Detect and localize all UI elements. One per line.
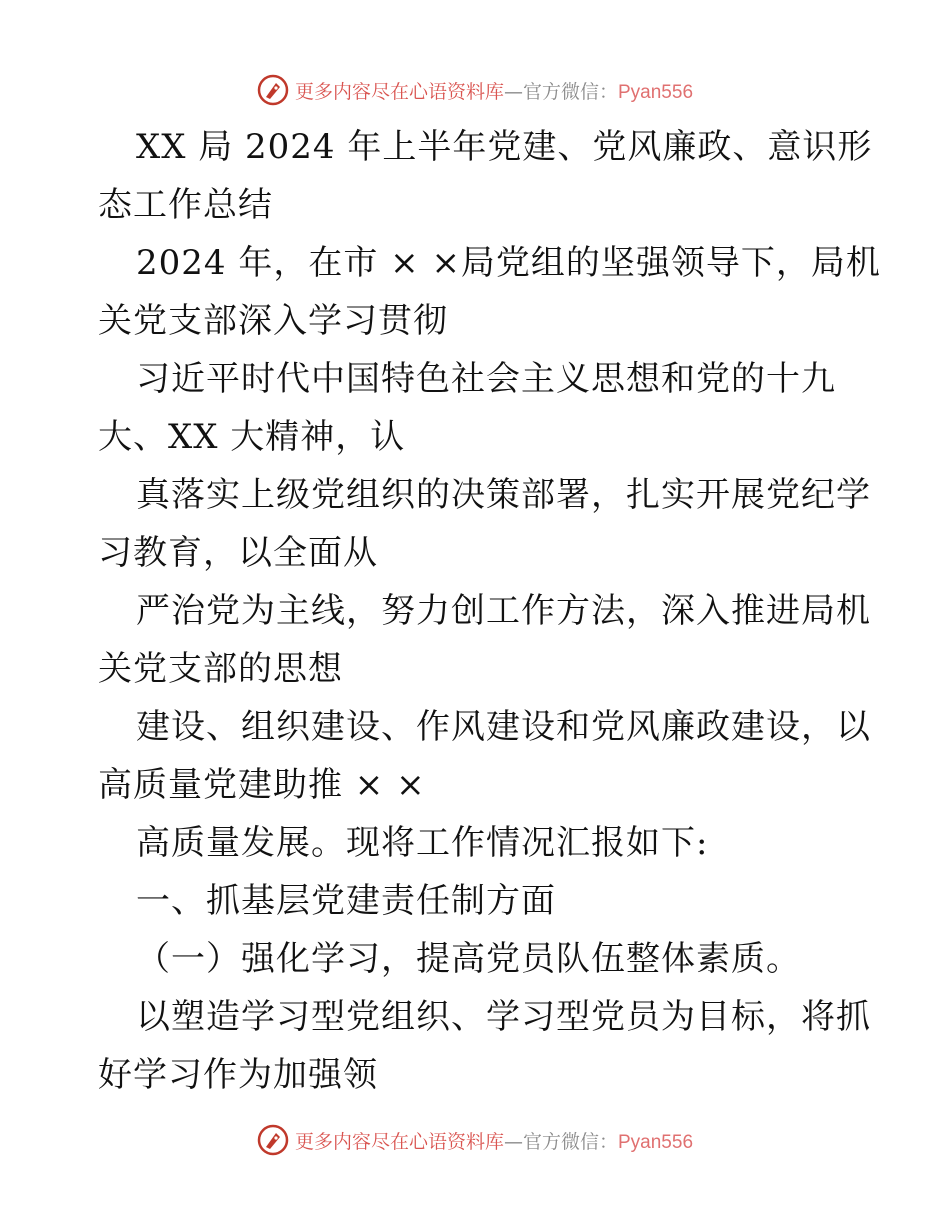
subsection-heading: （一）强化学习，提高党员队伍整体素质。: [136, 939, 801, 979]
pen-nib-logo-icon: [257, 74, 289, 106]
document-body: [98, 118, 881, 1104]
header-watermark-banner: [0, 70, 950, 110]
paragraph-line: 高质量党建助推 × ×: [98, 765, 426, 805]
paragraph-line: 好学习作为加强领: [98, 1055, 378, 1095]
pen-nib-logo-icon: [257, 1124, 289, 1156]
document-title-line-2: 态工作总结: [98, 185, 273, 225]
paragraph-line: 2024 年，在市 × ×局党组的坚强领导下，局机: [136, 243, 881, 283]
section-heading: 一、抓基层党建责任制方面: [136, 881, 556, 921]
paragraph-line: 高质量发展。现将工作情况汇报如下:: [136, 823, 709, 863]
watermark-text: 更多内容尽在心语资料库—官方微信：Pyan556: [294, 1130, 694, 1153]
paragraph-line: 以塑造学习型党组织、学习型党员为目标，将抓: [136, 997, 871, 1037]
paragraph-line: 严治党为主线，努力创工作方法，深入推进局机: [136, 591, 871, 631]
paragraph-line: 大、XX 大精神，认: [98, 417, 406, 457]
footer-watermark-banner: [0, 1120, 950, 1160]
paragraph-line: 习近平时代中国特色社会主义思想和党的十九: [136, 359, 836, 399]
paragraph-line: 关党支部深入学习贯彻: [98, 301, 448, 341]
paragraph-line: 习教育，以全面从: [98, 533, 378, 573]
paragraph-line: 建设、组织建设、作风建设和党风廉政建设，以: [136, 707, 871, 747]
paragraph-line: 真落实上级党组织的决策部署，扎实开展党纪学: [136, 475, 871, 515]
watermark-text: 更多内容尽在心语资料库—官方微信：Pyan556: [294, 80, 694, 103]
document-title-line-1: XX 局 2024 年上半年党建、党风廉政、意识形: [136, 127, 873, 167]
paragraph-line: 关党支部的思想: [98, 649, 343, 689]
